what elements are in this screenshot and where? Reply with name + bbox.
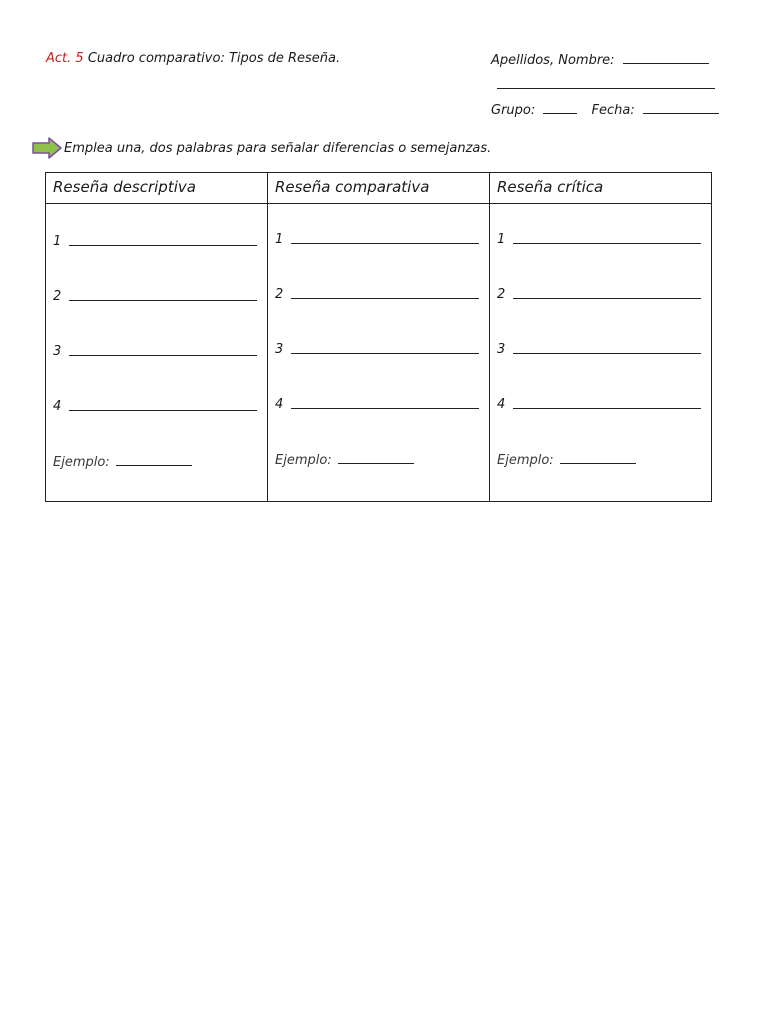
arrow-right-icon xyxy=(32,137,62,159)
column-body-critica xyxy=(490,204,711,501)
activity-title xyxy=(46,51,340,66)
answer-line[interactable] xyxy=(53,344,257,359)
answer-line[interactable] xyxy=(497,232,701,247)
column-header-descriptiva: Reseña descriptiva xyxy=(46,173,268,204)
group-label: Grupo: xyxy=(491,103,536,118)
column-body-descriptiva xyxy=(46,204,268,501)
example-label: Ejemplo: xyxy=(497,453,554,468)
column-header-critica: Reseña crítica xyxy=(490,173,711,204)
answer-line[interactable] xyxy=(497,342,701,357)
instruction xyxy=(32,137,491,159)
activity-number: Act. 5 xyxy=(46,51,84,66)
answer-line[interactable] xyxy=(275,232,479,247)
example-field[interactable] xyxy=(53,455,192,470)
date-label: Fecha: xyxy=(591,103,635,118)
comparison-table xyxy=(45,172,712,502)
answer-line[interactable] xyxy=(53,399,257,414)
activity-title-text: Cuadro comparativo: Tipos de Reseña. xyxy=(87,51,341,66)
answer-line[interactable] xyxy=(275,287,479,302)
answer-number: 1 xyxy=(497,232,506,247)
date-blank-line[interactable] xyxy=(643,101,719,114)
answer-number: 4 xyxy=(53,399,62,414)
answer-line[interactable] xyxy=(497,287,701,302)
example-label: Ejemplo: xyxy=(275,453,332,468)
answer-number: 2 xyxy=(275,287,284,302)
answer-number: 3 xyxy=(497,342,506,357)
answer-line[interactable] xyxy=(497,397,701,412)
example-label: Ejemplo: xyxy=(53,455,110,470)
answer-line[interactable] xyxy=(275,397,479,412)
answer-number: 3 xyxy=(275,342,284,357)
answer-line[interactable] xyxy=(275,342,479,357)
name-field xyxy=(491,51,709,68)
column-header-comparativa: Reseña comparativa xyxy=(268,173,490,204)
group-date-row xyxy=(491,101,719,118)
column-body-comparativa xyxy=(268,204,490,501)
answer-number: 4 xyxy=(275,397,284,412)
answer-number: 3 xyxy=(53,344,62,359)
answer-number: 2 xyxy=(497,287,506,302)
name-label: Apellidos, Nombre: xyxy=(491,53,615,68)
example-field[interactable] xyxy=(497,453,636,468)
instruction-text: Emplea una, dos palabras para señalar diferencias o semejanzas. xyxy=(64,140,492,156)
answer-number: 4 xyxy=(497,397,506,412)
answer-number: 1 xyxy=(53,234,62,249)
example-field[interactable] xyxy=(275,453,414,468)
answer-line[interactable] xyxy=(53,289,257,304)
answer-line[interactable] xyxy=(53,234,257,249)
answer-number: 2 xyxy=(53,289,62,304)
group-blank-line[interactable] xyxy=(543,101,577,114)
answer-number: 1 xyxy=(275,232,284,247)
name-blank-line-2[interactable] xyxy=(497,88,715,89)
name-blank-line[interactable] xyxy=(623,51,709,64)
